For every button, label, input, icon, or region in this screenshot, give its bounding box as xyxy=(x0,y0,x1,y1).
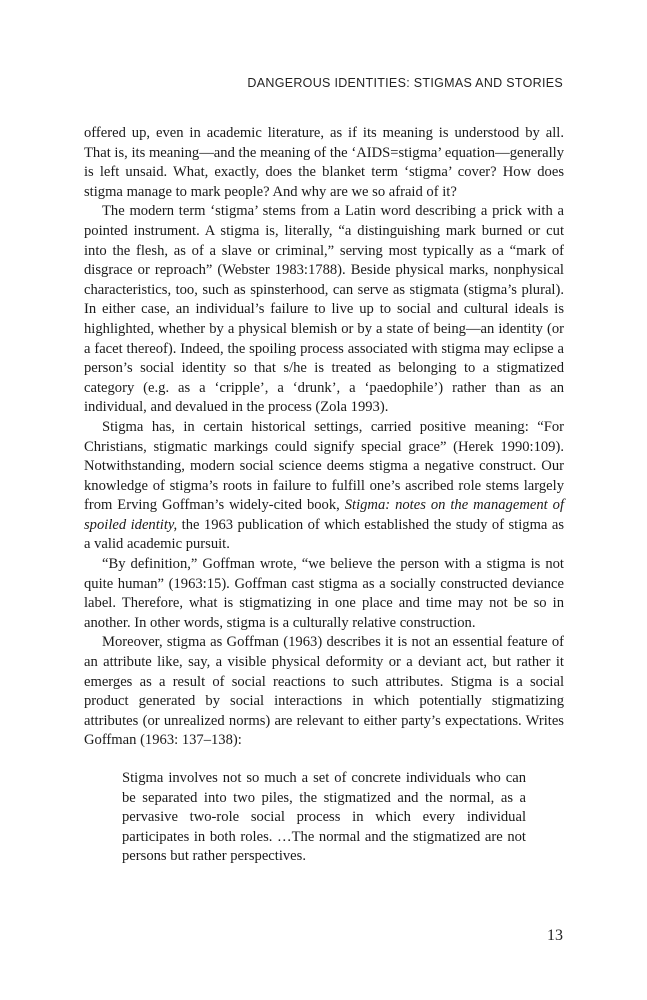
paragraph-text: “By definition,” Goffman wrote, “we believe the person with a stigma is not quite human” (1963:15). Goffman cast stigma as a socially constructed deviance label. Therefore, what is stigmatizing in one place and time may not be so in another. In other words, stigma is a culturally relative construction. xyxy=(84,556,564,631)
body-text xyxy=(84,124,564,867)
paragraph xyxy=(84,418,564,555)
running-head: DANGEROUS IDENTITIES: STIGMAS AND STORIES xyxy=(247,76,563,90)
page-number: 13 xyxy=(547,927,563,944)
paragraph xyxy=(84,555,564,633)
paragraph-text: offered up, even in academic literature, as if its meaning is understood by all. That is, its meaning—and the meaning of the ‘AIDS=stigma’ equation—generally is left unsaid. What, exactly, does the blanket term ‘stigma’ cover? How does stigma manage to mark people? And why are we so afraid of it? xyxy=(84,125,564,200)
paragraph xyxy=(84,124,564,202)
book-title-italic: Stigma: notes on the management of spoiled identity, xyxy=(84,497,564,533)
paragraph-text: Moreover, stigma as Goffman (1963) describes it is not an essential feature of an attribute like, say, a visible physical deformity or a deviant act, but rather it emerges as a result of social reactions to such attributes. Stigma is a social product generated by social interactions in which potentially stigmatizing attributes (or unrealized norms) are relevant to either party’s expectations. Writes Goffman (1963: 137–138): xyxy=(84,634,564,749)
paragraph-text: The modern term ‘stigma’ stems from a Latin word describing a prick with a pointed instrument. A stigma is, literally, “a distinguishing mark burned or cut into the flesh, as of a slave or criminal,” serving most typically as a “mark of disgrace or reproach” (Webster 1983:1788). Beside physical marks, nonphysical characteristics, too, such as spinsterhood, can serve as stigmata (stigma’s plural). In either case, an individual’s failure to live up to social and cultural ideals is highlighted, whether by a physical blemish or by a state of being—an identity (or a facet thereof). Indeed, the spoiling process associated with stigma may eclipse a person’s social identity so that s/he is treated as belonging to a stigmatized category (e.g. as a ‘cripple’, a ‘drunk’, a ‘paedophile’) rather than as an individual, and devalued in the process (Zola 1993). xyxy=(84,203,564,416)
paragraph xyxy=(84,202,564,418)
paragraph-text: the 1963 publication of which established the study of stigma as a valid academic pursuit. xyxy=(84,516,564,553)
block-quote: Stigma involves not so much a set of concrete individuals who can be separated into two piles, the stigmatized and the normal, as a pervasive two-role social process in which every individual participates in both roles. …The normal and the stigmatized are not persons but rather perspectives. xyxy=(122,770,526,865)
paragraph xyxy=(84,633,564,751)
paragraph-text: Stigma has, in certain historical settings, carried positive meaning: “For Christians, stigmatic markings could signify special grace” (Herek 1990:109). Notwithstanding, modern social science deems stigma a negative construct. Our knowledge of stigma’s roots in failure to fulfill one’s ascribed role stems largely from Erving Goffman’s widely-cited book, xyxy=(84,418,564,514)
